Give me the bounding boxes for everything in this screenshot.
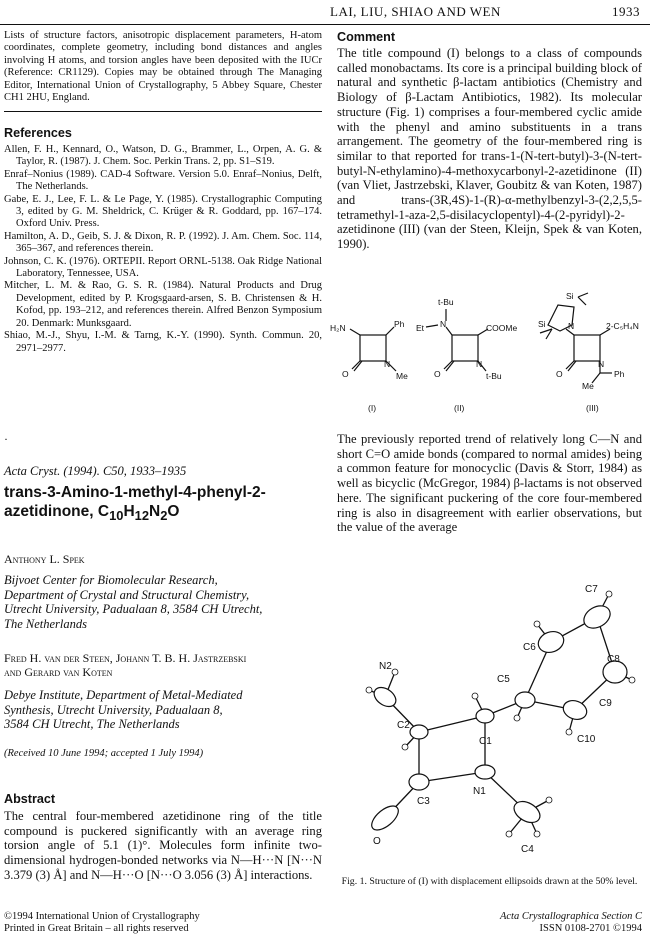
scheme-ii-ring bbox=[452, 335, 478, 361]
scheme-iii-ring bbox=[574, 335, 600, 361]
scheme-iii-ring-n: N bbox=[598, 359, 605, 369]
chemical-schemes bbox=[330, 285, 648, 415]
scheme-iii-si-left: Si bbox=[538, 319, 546, 329]
reference-item: Mitcher, L. M. & Rao, G. S. R. (1984). Natural Products and Drug Development, edited by P. Krogsgaard-arsen, S. B. Christensen & H. Kofod, pp. 193–212, and references therein. Alfred Benzon Symposium 20. Denmark: Munksgaard. bbox=[4, 280, 322, 329]
scheme-ii-amine-n: N bbox=[440, 319, 447, 329]
reference-item: Gabe, E. J., Lee, F. L. & Le Page, Y. (1985). Crystallographic Computing 3, edited by G. M. Sheldrick, C. Krüger & R. Goddard, pp. 167–174. Oxford Univ. Press. bbox=[4, 193, 322, 230]
ortep-figure bbox=[337, 572, 642, 872]
received-dates: (Received 10 June 1994; accepted 1 July 1994) bbox=[4, 748, 204, 759]
scheme-ii-tbu-n: t-Bu bbox=[486, 371, 502, 381]
abstract-text: The central four-membered azetidinone ring of the title compound is puckered significantly with an average ring torsion angle of 5.1 (1)°. Molecules form infinite two-dimensional hydrogen-bonded networks via N—H···N [N···N 3.379 (3) Å] and N—H···O [N···O 3.056 (3) Å] interactions. bbox=[4, 809, 322, 882]
scheme-i-label: (I) bbox=[368, 403, 377, 413]
scheme-ii-coome: COOMe bbox=[486, 323, 518, 333]
atom-label-c2: C2 bbox=[397, 720, 410, 731]
journal-footer: Acta Crystallographica Section C ISSN 0108-2701 ©1994 bbox=[499, 911, 642, 934]
scheme-iii-label: (III) bbox=[586, 403, 599, 413]
scheme-i-h2n: H₂N bbox=[330, 323, 346, 333]
article-title: trans-3-Amino-1-methyl-4-phenyl-2-azetidinone, $C_{10}H_{12}N_2O$ bbox=[4, 484, 266, 523]
comment-paragraph-1: The title compound (I) belongs to a class of compounds called monobactams. Its core is a principal building block of natural and synthetic β-lactam antibiotics (Chemistry and Biology of β-Lactam Antibiotics, 1982). Its molecular structure (Fig. 1) comprises a four-membered cyclic amide with the phenyl and amino substituents in a trans arrangement. The geometry of the four-membered ring is similar to that reported for trans-1-(N-tert-butyl)-3-(N-tert-butyl-N-ethylamino)-4-methoxycarbonyl-2-azetidinone (II) (van Vliet, Jastrzebski, Klaver, Goubitz & van Koten, 1987) and trans-(3R,4S)-1-(R)-α-methylbenzyl-3-(2,2,5,5-tetramethyl-1-aza-2,5-disilacyclopentyl)-4-(2-pyridyl)-2-azetidinone (III) (van der Steen, Kleijn, Spek & van Koten, 1990). bbox=[337, 46, 642, 252]
author-1: Anthony L. Spek bbox=[4, 552, 85, 566]
atom-label-c6: C6 bbox=[523, 642, 536, 653]
scheme-ii-label: (II) bbox=[454, 403, 465, 413]
copyright-footer: ©1994 International Union of Crystallography Printed in Great Britain – all rights reserved bbox=[4, 911, 200, 934]
scheme-iii-me: Me bbox=[582, 381, 594, 391]
scheme-i-o: O bbox=[342, 369, 349, 379]
atom-label-n2: N2 bbox=[379, 661, 392, 672]
running-title: LAI, LIU, SHIAO AND WEN bbox=[330, 4, 501, 19]
references-heading: References bbox=[4, 126, 72, 140]
scheme-i-me: Me bbox=[396, 371, 408, 381]
scheme-iii-ph: Ph bbox=[614, 369, 625, 379]
atom-label-c5: C5 bbox=[497, 674, 510, 685]
scheme-ii-tbu-top: t-Bu bbox=[438, 297, 454, 307]
page-number: 1933 bbox=[612, 4, 640, 19]
scheme-iii-si-top: Si bbox=[566, 291, 574, 301]
atom-label-n1: N1 bbox=[473, 786, 486, 797]
article-citation: Acta Cryst. (1994). C50, 1933–1935 bbox=[4, 464, 187, 478]
scheme-i-ring bbox=[360, 335, 386, 361]
atom-label-c3: C3 bbox=[417, 796, 430, 807]
reference-item: Hamilton, A. D., Geib, S. J. & Dixon, R. P. (1992). J. Am. Chem. Soc. 114, 365–367, and references therein. bbox=[4, 230, 322, 255]
scheme-ii-ring-n: N bbox=[476, 359, 483, 369]
deposit-note: Lists of structure factors, anisotropic displacement parameters, H-atom coordinates, complete geometry, including bond distances and angles involving H atoms, and torsion angles have been deposited with the IUCr (Reference: CR1129). Copies may be obtained through The Managing Editor, International Union of Crystallography, 5 Abbey Square, Chester CH1 2HU, England. bbox=[4, 30, 322, 104]
scheme-iii-o: O bbox=[556, 369, 563, 379]
authors-2: Fred H. van der Steen, Johann T. B. H. Jastrzebski and Gerard van Koten bbox=[4, 651, 247, 679]
atom-label-c8: C8 bbox=[607, 654, 620, 665]
scheme-iii-amine-n: N bbox=[568, 321, 575, 331]
affiliation-2: Debye Institute, Department of Metal-Mediated Synthesis, Utrecht University, Padualaan 8, 3584 CH Utrecht, The Netherlands bbox=[4, 688, 243, 731]
abstract-heading: Abstract bbox=[4, 792, 56, 806]
atom-label-c10: C10 bbox=[577, 734, 596, 745]
atom-c3 bbox=[409, 774, 429, 790]
atom-c2 bbox=[410, 725, 428, 739]
atom-label-o: O bbox=[373, 836, 381, 847]
scheme-iii-py: 2-C₅H₄N bbox=[606, 321, 639, 331]
atom-label-c1: C1 bbox=[479, 736, 492, 747]
atom-c6 bbox=[535, 628, 566, 656]
affiliation-1: Bijvoet Center for Biomolecular Research, Department of Crystal and Structural Chemistry, Utrecht University, Padualaan 8, 3584 CH Utrecht, The Netherlands bbox=[4, 573, 263, 631]
scheme-i-n: N bbox=[384, 359, 391, 369]
scheme-ii-et: Et bbox=[416, 323, 425, 333]
atom-label-c9: C9 bbox=[599, 698, 612, 709]
atom-c1 bbox=[476, 709, 494, 723]
stray-mark: · bbox=[4, 432, 8, 446]
reference-item: Allen, F. H., Kennard, O., Watson, D. G., Brammer, L., Orpen, A. G. & Taylor, R. (1987). J. Chem. Soc. Perkin Trans. 2, pp. S1–S19. bbox=[4, 144, 322, 168]
atom-label-c4: C4 bbox=[521, 844, 534, 855]
comment-paragraph-2: The previously reported trend of relatively long C—N and short C=O amide bonds (compared to normal amides) being a common feature for monocyclic (Davis & Storr, 1984) as well as bicyclic (McGregor, 1984) β-lactams is not observed here. The significant puckering of the core four-membered ring is also in disagreement with earlier observations, but the value of the average bbox=[337, 432, 642, 535]
atom-n1 bbox=[475, 765, 495, 779]
references-list bbox=[4, 144, 322, 355]
reference-item: Johnson, C. K. (1976). ORTEPII. Report ORNL-5138. Oak Ridge National Laboratory, Tennessee, USA. bbox=[4, 255, 322, 280]
atom-o bbox=[368, 802, 403, 835]
comment-heading: Comment bbox=[337, 30, 396, 44]
header-rule bbox=[0, 24, 650, 25]
divider bbox=[4, 111, 322, 112]
atom-label-c7: C7 bbox=[585, 584, 598, 595]
scheme-i-ph: Ph bbox=[394, 319, 405, 329]
atom-c5 bbox=[515, 692, 535, 708]
scheme-ii-o: O bbox=[434, 369, 441, 379]
figure-caption: Fig. 1. Structure of (I) with displacement ellipsoids drawn at the 50% level. bbox=[341, 876, 638, 887]
reference-item: Enraf–Nonius (1989). CAD-4 Software. Version 5.0. Enraf–Nonius, Delft, The Netherlands. bbox=[4, 168, 322, 193]
running-header bbox=[330, 4, 640, 22]
reference-item: Shiao, M.-J., Shyu, I.-M. & Tarng, K.-Y. (1990). Synth. Commun. 20, 2971–2977. bbox=[4, 330, 322, 354]
atom-c7 bbox=[580, 601, 614, 632]
atom-n2 bbox=[371, 684, 400, 711]
